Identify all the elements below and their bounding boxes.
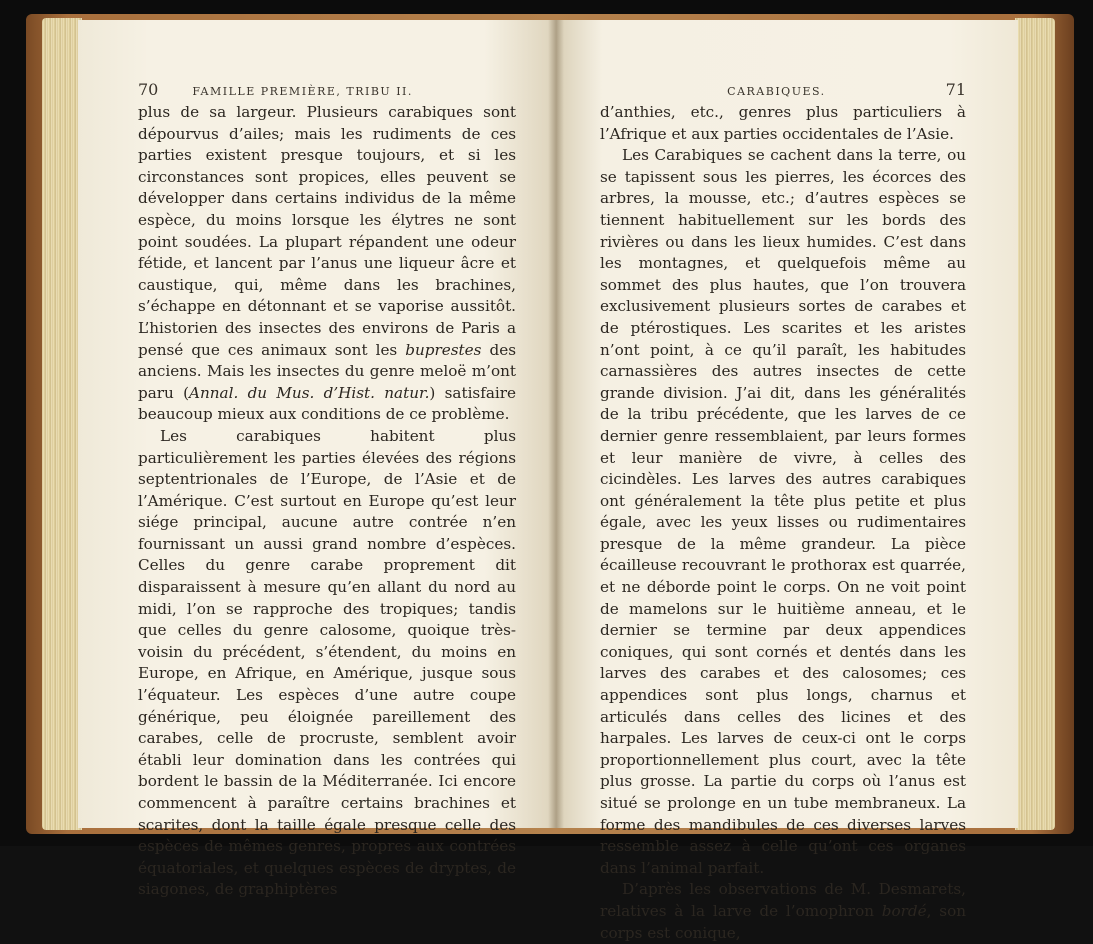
text-run: Les Carabiques se cachent dans la terre, ou se tapissent sous les pierres, les écorces des arbres, la mousse, etc.; d’autres espèces se tiennent habituellement sur les bords des rivières ou dans les lieux humides. C’est dans les montagnes, et quelquefois même au sommet des plus hautes, que l’on trouvera exclusivement plusieurs sortes de carabes et de ptérostiques. Les scarites et les aristes n’ont point, à ce qu’il paraît, les habitudes carnassières des autres insectes de cette grande division. J’ai dit, dans les généralités de la tribu précédente, que les larves de ce dernier genre ressemblaient, par leurs formes et leur manière de vivre, à celles des cicindèles. Les larves des autres carabiques ont généralement la tête plus petite et plus égale, avec les yeux lisses ou rudimentaires presque de la même grandeur. La pièce écailleuse recouvrant le prothorax est quarrée, et ne déborde point le corps. On ne voit point de mamelons sur le huitième anneau, et le dernier se termine par deux appendices coniques, qui sont cornés et dentés dans les larves des carabes et des calosomes; ces appendices sont plus longs, charnus et articulés dans celles des licines et des harpales. Les larves de ceux-ci ont le corps proportionnellement plus court, avec la tête plus grosse. La partie du corps où l’anus est situé se prolonge en un tube membraneux. La forme des mandibules de ces diverses larves ressemble assez à celle qu’ont ces organes dans l’animal parfait.: [600, 146, 966, 877]
left-page-header: [138, 80, 516, 102]
paragraph: [138, 426, 516, 901]
right-page-number: 71: [945, 80, 966, 99]
italic-text: Annal. du Mus. d’Hist. natur.: [189, 383, 430, 402]
page-edges-left: [42, 18, 82, 830]
right-page-body: [600, 102, 966, 944]
text-run: des anciens. Mais les insectes du genre meloë m’ont paru (: [138, 340, 516, 402]
text-run: D’après les observations de M. Desmarets, relatives à la larve de l’omophron: [600, 880, 966, 920]
left-page: [78, 20, 556, 899]
book-gutter: [548, 20, 564, 828]
left-running-head: FAMILLE PREMIÈRE, TRIBU II.: [192, 85, 413, 98]
paragraph: [600, 145, 966, 879]
paragraph: [600, 102, 966, 145]
text-run: , son corps est conique,: [600, 901, 966, 942]
paragraph: [600, 879, 966, 944]
right-page: [556, 20, 1018, 942]
right-page-header: [600, 80, 966, 102]
italic-text: buprestes: [405, 340, 482, 359]
right-running-head: CARABIQUES.: [727, 85, 826, 98]
paragraph: [138, 102, 516, 426]
left-page-number: 70: [138, 80, 159, 99]
left-page-body: [138, 102, 516, 901]
text-run: ) satisfaire beaucoup mieux aux conditions de ce problème.: [138, 383, 516, 424]
page-edges-right: [1015, 18, 1055, 830]
italic-text: bordé: [881, 901, 927, 920]
text-run: d’anthies, etc., genres plus particuliers à l’Afrique et aux parties occidentales de l’Asie.: [600, 103, 966, 143]
text-run: plus de sa largeur. Plusieurs carabiques sont dépourvus d’ailes; mais les rudiments de ces parties existent presque toujours, et si les circonstances sont propices, elles peuvent se développer dans certains individus de la même espèce, du moins lorsque les élytres ne sont point soudées. La plupart répandent une odeur fétide, et lancent par l’anus une liqueur âcre et caustique, qui, même dans les brachines, s’échappe en détonnant et se vaporise aussitôt. L’historien des insectes des environs de Paris a pensé que ces animaux sont les: [138, 103, 516, 359]
text-run: Les carabiques habitent plus particulièrement les parties élevées des régions septentrionales de l’Europe, de l’Asie et de l’Amérique. C’est surtout en Europe qu’est leur siége principal, aucune autre contrée n’en fournissant un aussi grand nombre d’espèces. Celles du genre carabe proprement dit disparaissent à mesure qu’en allant du nord au midi, l’on se rapproche des tropiques; tandis que celles du genre calosome, quoique très-voisin du précédent, s’étendent, du moins en Europe, en Afrique, en Amérique, jusque sous l’équateur. Les espèces d’une autre coupe générique, peu éloignée pareillement des carabes, celle de procruste, semblent avoir établi leur domination dans les contrées qui bordent le bassin de la Méditerranée. Ici encore commencent à paraître certains brachines et scarites, dont la taille égale presque celle des espèces de mêmes genres, propres aux contrées équatoriales, et quelques espèces de dryptes, de siagones, de graphiptères: [138, 426, 516, 899]
